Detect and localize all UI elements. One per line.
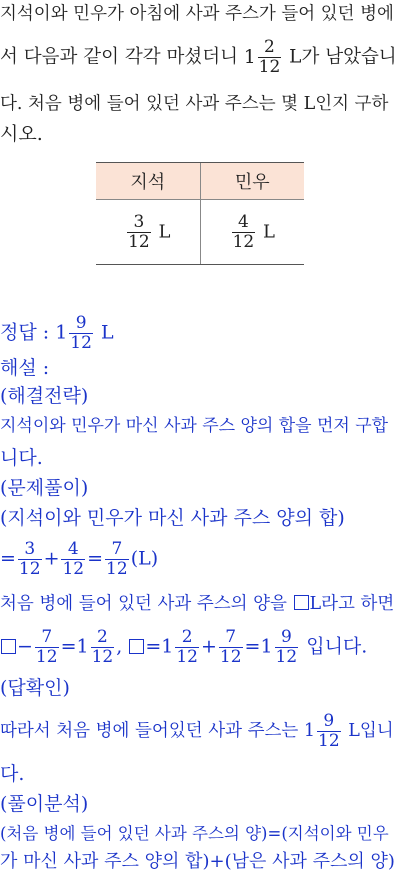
check-line-2: 다. <box>0 763 25 785</box>
check-text: 따라서 처음 병에 들어있던 사과 주스는 <box>0 721 304 741</box>
analysis-line-1: (처음 병에 들어 있던 사과 주스의 양)=(지석이와 민우 <box>0 824 389 843</box>
denominator: 12 <box>35 647 58 667</box>
remaining-numerator: 2 <box>264 37 275 57</box>
strategy-heading: (해결전략) <box>0 385 89 407</box>
numerator: 4 <box>67 539 79 559</box>
denominator: 12 <box>91 647 114 667</box>
numerator: 2 <box>181 627 193 647</box>
problem-heading: (문제풀이) <box>0 477 89 499</box>
step4-fraction-c <box>175 628 199 667</box>
check-tail: L입니 <box>342 721 394 741</box>
remaining-fraction <box>258 38 282 77</box>
check-heading: (답확인) <box>0 677 70 699</box>
question-line-1: 지석이와 민우가 아침에 사과 주스가 들어 있던 병에 <box>0 4 394 24</box>
numerator: 9 <box>280 627 292 647</box>
strategy-line-1: 지석이와 민우가 마신 사과 주스 양의 합을 먼저 구합 <box>0 416 389 436</box>
equals-sign: = <box>244 635 261 658</box>
numerator: 2 <box>96 627 108 647</box>
table-header-jiseok: 지석 <box>96 163 200 200</box>
analysis-line-2: 가 마신 사과 주스 양의 합)+(남은 사과 주스의 양) <box>0 851 395 872</box>
drink-table <box>96 162 304 265</box>
minus-sign: − <box>17 635 33 658</box>
step-3-tail: L라고 하면 <box>309 594 395 614</box>
answer-whole: 1 <box>55 321 68 344</box>
unit-label: (L) <box>130 547 159 570</box>
step4-fraction-b <box>91 628 115 667</box>
step2-fraction-sum <box>105 540 129 579</box>
minwoo-fraction <box>232 213 256 252</box>
whole-number: 1 <box>76 635 89 658</box>
denominator: 12 <box>62 559 85 579</box>
strategy-line-2: 니다. <box>0 447 43 469</box>
step4-fraction-d <box>219 628 243 667</box>
jiseok-fraction <box>127 213 151 252</box>
minwoo-numerator: 4 <box>237 211 249 232</box>
numerator: 3 <box>24 539 36 559</box>
table-row <box>96 200 304 265</box>
denominator: 12 <box>176 647 198 667</box>
step-4-equation <box>0 628 367 667</box>
numerator: 7 <box>111 539 123 559</box>
plus-sign: + <box>200 635 217 658</box>
jiseok-denominator: 12 <box>128 231 150 252</box>
unknown-box-icon <box>129 639 144 654</box>
table-header-minwoo: 민우 <box>200 163 304 200</box>
denominator: 12 <box>18 559 41 579</box>
unknown-box-icon <box>294 595 309 610</box>
answer-unit: L <box>100 321 114 344</box>
step-3-text: 처음 병에 들어 있던 사과 주스의 양을 <box>0 594 293 614</box>
equals-sign: = <box>60 635 77 658</box>
table-header-row <box>96 163 304 200</box>
comma: , <box>116 635 123 658</box>
check-whole: 1 <box>303 721 315 741</box>
check-numerator: 9 <box>323 711 335 731</box>
step-1: (지석이와 민우가 마신 사과 주스 양의 합) <box>0 507 345 529</box>
question-line-2-tail: L가 남았습니 <box>283 46 397 68</box>
whole-number: 1 <box>260 635 273 658</box>
solution-title: 해설 : <box>0 357 50 379</box>
step-3 <box>0 592 394 616</box>
denominator: 12 <box>219 647 242 667</box>
remaining-whole: 1 <box>243 46 256 68</box>
minwoo-denominator: 12 <box>232 231 255 252</box>
check-line-1 <box>0 712 394 751</box>
step2-fraction-a <box>18 540 42 579</box>
answer-label: 정답 : <box>0 321 56 344</box>
table-cell-minwoo <box>200 200 304 265</box>
jiseok-numerator: 3 <box>133 211 145 232</box>
equals-sign: = <box>145 635 162 658</box>
question-line-4: 시오. <box>0 123 43 145</box>
question-line-3: 다. 처음 병에 들어 있던 사과 주스는 몇 L인지 구하 <box>0 94 389 114</box>
answer-denominator: 12 <box>70 333 92 353</box>
check-denominator: 12 <box>318 731 340 751</box>
equals-sign: = <box>0 547 16 570</box>
analysis-heading: (풀이분석) <box>0 793 89 815</box>
check-fraction <box>317 712 341 751</box>
numerator: 7 <box>41 627 53 647</box>
step2-fraction-b <box>61 540 85 579</box>
step-2-equation <box>0 540 158 579</box>
unknown-box-icon <box>1 639 16 654</box>
jiseok-unit: L <box>158 221 171 242</box>
numerator: 7 <box>225 627 237 647</box>
remaining-amount <box>243 37 283 77</box>
remaining-denominator: 12 <box>258 57 281 77</box>
answer-numerator: 9 <box>75 313 87 333</box>
denominator: 12 <box>106 559 128 579</box>
step-4-tail: 입니다. <box>300 635 368 658</box>
table-cell-jiseok <box>96 200 200 265</box>
plus-sign: + <box>43 547 60 570</box>
step4-fraction-result <box>275 628 299 667</box>
minwoo-unit: L <box>262 221 275 242</box>
denominator: 12 <box>275 647 298 667</box>
answer-line <box>0 314 114 353</box>
answer-fraction <box>69 314 93 353</box>
question-line-2 <box>0 38 397 77</box>
equals-sign: = <box>87 547 104 570</box>
step4-fraction-a <box>35 628 59 667</box>
question-line-2-text: 서 다음과 같이 각각 마셨더니 <box>0 46 244 68</box>
whole-number: 1 <box>161 635 174 658</box>
